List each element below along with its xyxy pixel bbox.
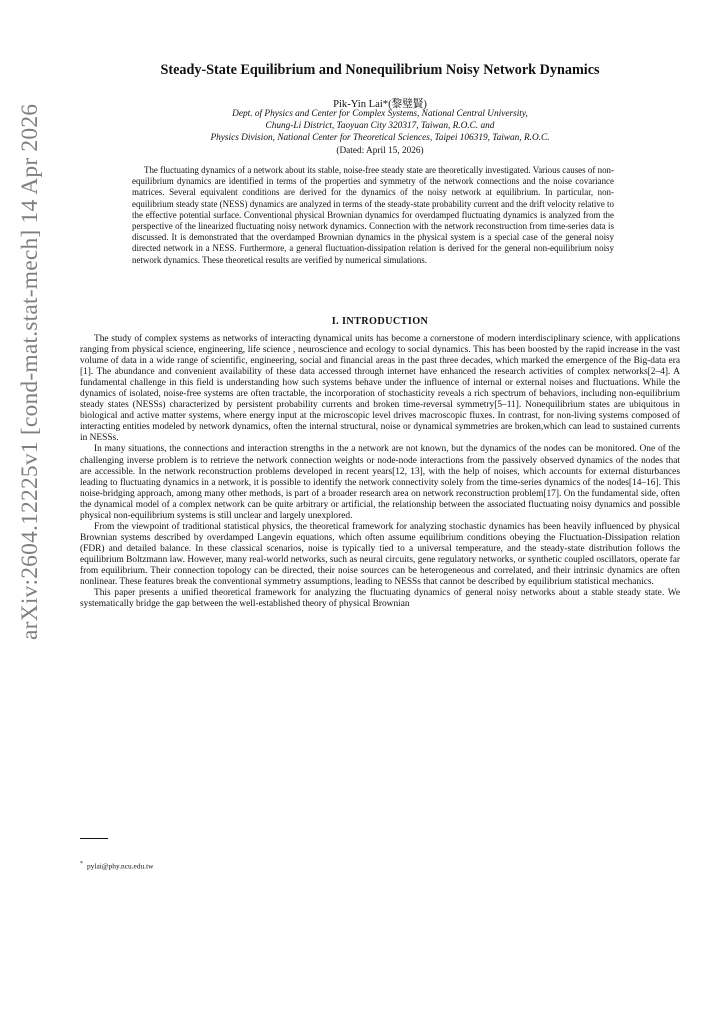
affiliation-block — [120, 108, 640, 145]
footnote-email[interactable]: pylai@phy.ncu.edu.tw — [87, 861, 154, 871]
paper-title: Steady-State Equilibrium and Nonequilibrium Noisy Network Dynamics — [160, 62, 600, 78]
arxiv-side-stamp: arXiv:2604.12225v1 [cond-mat.stat-mech] 14 Apr 2026 — [17, 103, 43, 640]
body-paragraph: From the viewpoint of traditional statistical physics, the theoretical framework for analyzing stochastic dynamics has been heavily influenced by physical Brownian systems described by overdamped Langevin equations, which often assume equilibrium conditions obeying the Fluctuation-Dissipation relation (FDR) and detailed balance. In these classical scenarios, noise is typically tied to a universal temperature, and the steady-state distribution follows the equilibrium Boltzmann law. However, many real-world networks, such as neural circuits, gene regulatory networks, or synthetic coupled oscillators, operate far from equilibrium. Their connection topology can be directed, their noise sources can be heterogeneous and correlated, and their intrinsic dynamics are often nonlinear. These features break the conventional symmetry assumptions, leading to NESSs that cannot be described by equilibrium statistical mechanics. — [80, 521, 680, 588]
footnote-divider — [80, 838, 108, 839]
author-line: Pik-Yin Lai*(黎璧賢) — [333, 99, 427, 110]
footnote — [80, 861, 480, 870]
affiliation-line: Dept. of Physics and Center for Complex Systems, National Central University, — [232, 109, 528, 119]
body-paragraph: This paper presents a unified theoretical framework for analyzing the fluctuating dynamics of general noisy networks about a stable steady state. We systematically bridge the gap between the well-established theory of physical Brownian — [80, 588, 680, 610]
section-heading-introduction: I. INTRODUCTION — [331, 316, 429, 327]
affiliation-line: Physics Division, National Center for Theoretical Sciences, Taipei 106319, Taiwan, R.O.C. — [210, 133, 550, 144]
introduction-body — [80, 334, 680, 610]
date-line: (Dated: April 15, 2026) — [336, 146, 424, 156]
affiliation-line: Chung-Li District, Taoyuan City 320317, Taiwan, R.O.C. and — [265, 121, 495, 132]
abstract: The fluctuating dynamics of a network about its stable, noise-free steady state are theoretically investigated. Various causes of non-equilibrium dynamics are identified in terms of the properties and symmetry of the network connections and the noise covariance matrices. Several equivalent conditions are derived for the dynamics of the noisy network at equilibrium. In particular, non-equilibrium steady state (NESS) dynamics are analyzed in terms of the steady-state probability current and the drift velocity relative to the effective potential surface. Conventional physical Brownian dynamics for overdamped fluctuating dynamics is analyzed from the perspective of the linearized fluctuating noisy network dynamics. Connection with the network reconstruction from time-series data is discussed. It is demonstrated that the overdamped Brownian dynamics in the physical system is a special case of the general noisy directed network in a NESS. Furthermore, a general fluctuation-dissipation relation is derived for the general non-equilibrium noisy network dynamics. These theoretical results are verified by numerical simulations. — [132, 165, 614, 265]
body-paragraph: In many situations, the connections and interaction strengths in the a network are not known, but the dynamics of the nodes can be monitored. One of the challenging inverse problem is to retrieve the network connection weights or node-node interactions from the passively observed dynamics of the nodes that are accessible. In the network reconstruction problems developed in recent years[12, 13], with the help of noises, which accounts for external disturbances leading to fluctuating dynamics in a network, it is possible to identify the network connectivity solely from the time-series dynamics of the nodes[14–16]. This noise-bridging approach, among many other methods, is part of a broader research area on network reconstruction problem[17]. On the fundamental side, often the dynamical model of a complex network can be quite arbitrary or artificial, the relationship between the associated fluctuating noisy dynamics and possible physical non-equilibrium systems is still unclear and largely unexplored. — [80, 444, 680, 521]
footnote-mark: * — [80, 861, 83, 867]
body-paragraph: The study of complex systems as networks of interacting dynamical units has become a cornerstone of modern interdisciplinary science, with applications ranging from physical science, engineering, life science , neuroscience and ecology to social dynamics. This has been boosted by the rapid increase in the vast volume of data in a wide range of scientific, engineering, social and financial areas in the past three decades, which marked the emergence of the Big-data era [1]. The abundance and convenient availability of these data accessed through internet have enhanced the research activities of complex networks[2–4]. A fundamental challenge in this field is understanding how such systems behave under the influence of internal or external noises and fluctuations. While the dynamics of isolated, noise-free systems are often tractable, the incorporation of stochasticity reveals a rich spectrum of behaviors, including non-equilibrium steady states (NESSs) characterized by persistent probability currents and broken time-reversal symmetry[5–11]. Nonequilibrium states are ubiquitous in biological and active matter systems, where energy input at the microscopic level drives macroscopic fluxes. In contrast, for non-living systems composed of interacting entities modeled by network dynamics, often the internal structural, noise or dynamical symmetries are broken,which can lead to sustained currents in NESSs. — [80, 334, 680, 444]
